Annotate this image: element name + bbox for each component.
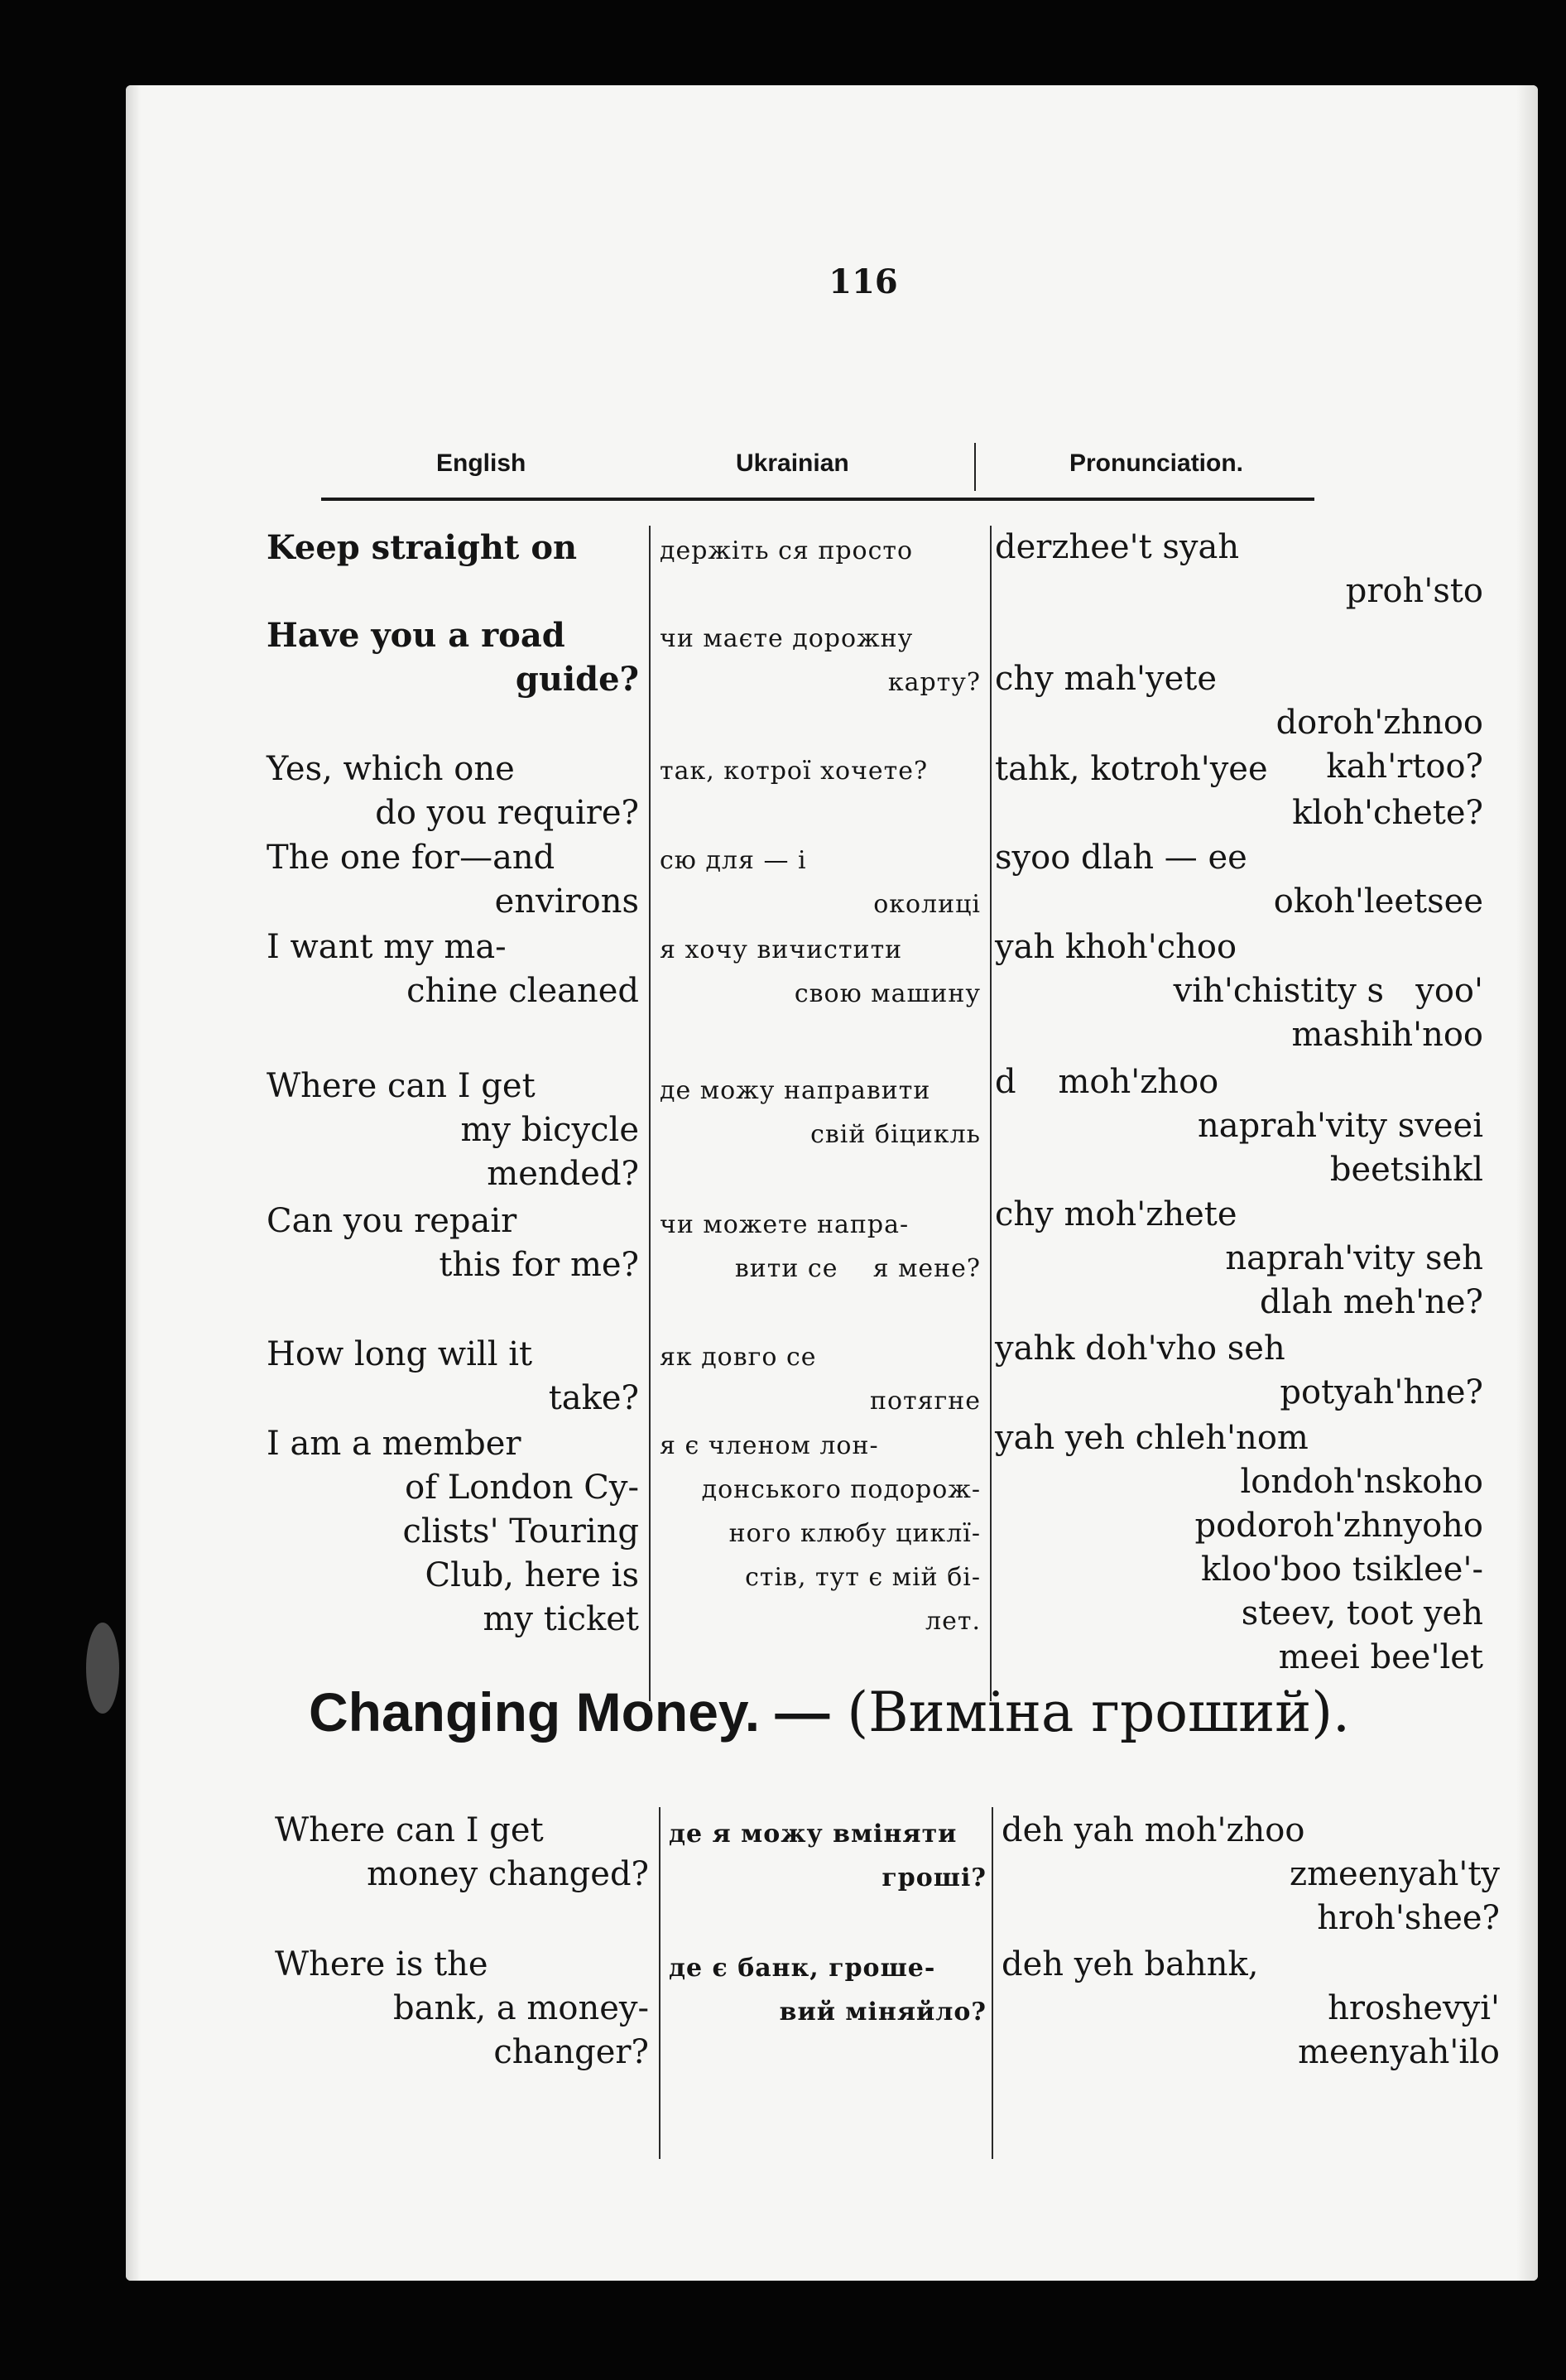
section-title-english: Changing Money. — <box>308 1681 830 1743</box>
english-line: this for me? <box>439 1246 639 1284</box>
ukrainian-line: як довго се <box>660 1343 817 1372</box>
ukrainian-cell <box>660 1335 981 1423</box>
english-cell <box>267 1333 639 1421</box>
page-number: 116 <box>829 262 898 301</box>
pronunciation-line: yah khoh'choo <box>995 928 1237 966</box>
english-cell <box>275 1809 649 1897</box>
ukrainian-line: вити се я мене? <box>734 1254 981 1283</box>
english-line: Club, here is <box>425 1556 639 1594</box>
ukrainian-line: донського подорож- <box>701 1475 981 1504</box>
ukrainian-line: вий міняйло? <box>779 1998 987 2027</box>
english-cell <box>267 748 639 835</box>
pronunciation-line: okoh'leetsee <box>1273 882 1483 921</box>
pronunciation-cell <box>995 748 1483 835</box>
ukrainian-cell <box>660 617 981 704</box>
pronunciation-line: mashih'noo <box>1291 1016 1483 1054</box>
pronunciation-cell <box>995 1327 1483 1415</box>
english-line: Have you a road <box>267 616 565 655</box>
pronunciation-line: dlah meh'ne? <box>1260 1283 1483 1321</box>
header-rule <box>321 498 1314 501</box>
column-divider-2 <box>992 1807 993 2159</box>
pronunciation-line: londoh'nskoho <box>1240 1463 1483 1501</box>
scan-smudge <box>86 1623 119 1714</box>
english-line: changer? <box>493 2033 649 2071</box>
ukrainian-line: так, котрої хочете? <box>660 757 929 786</box>
english-line: money changed? <box>367 1855 649 1893</box>
pronunciation-cell <box>995 926 1483 1057</box>
ukrainian-line: де є банк, гроше- <box>669 1954 936 1983</box>
english-line: Where can I get <box>267 1067 536 1105</box>
pronunciation-line: beetsihkl <box>1329 1151 1483 1189</box>
pronunciation-line: doroh'zhnoo <box>1275 704 1483 742</box>
pronunciation-line: naprah'vity sveei <box>1198 1107 1483 1145</box>
pronunciation-line: hroshevyi' <box>1328 1989 1500 2027</box>
ukrainian-cell <box>660 928 981 1016</box>
ukrainian-line: ного клюбу циклї- <box>728 1519 981 1548</box>
pronunciation-line: naprah'vity seh <box>1225 1239 1483 1277</box>
english-cell <box>275 1943 649 2075</box>
english-line: I am a member <box>267 1425 521 1463</box>
column-divider-2 <box>990 526 992 1701</box>
pronunciation-line: vih'chistity s yoo' <box>1173 972 1483 1010</box>
english-cell <box>267 836 639 924</box>
pronunciation-line: yahk doh'vho seh <box>995 1329 1285 1368</box>
pronunciation-line: deh yah moh'zhoo <box>1002 1811 1305 1849</box>
english-line: Where is the <box>275 1945 488 1983</box>
pronunciation-line: potyah'hne? <box>1280 1373 1483 1411</box>
ukrainian-line: околиці <box>873 890 981 919</box>
section-title <box>250 1671 1409 1754</box>
english-line: I want my ma- <box>267 928 507 966</box>
pronunciation-line: derzhee't syah <box>995 528 1240 566</box>
pronunciation-line: kloo'boo tsiklee'- <box>1201 1551 1483 1589</box>
pronunciation-cell <box>995 1060 1483 1192</box>
ukrainian-cell <box>660 1424 981 1643</box>
english-line: environs <box>494 882 639 921</box>
english-line: of London Cy- <box>405 1469 639 1507</box>
english-cell <box>267 1065 639 1196</box>
ukrainian-cell <box>660 1203 981 1291</box>
pronunciation-cell <box>995 836 1483 924</box>
pronunciation-line: tahk, kotroh'yee <box>995 750 1268 788</box>
pronunciation-line: syoo dlah — ee <box>995 839 1247 877</box>
column-divider-1 <box>659 1807 661 2159</box>
english-line: Yes, which one <box>267 750 515 788</box>
english-cell <box>267 1200 639 1287</box>
english-line: take? <box>548 1379 639 1417</box>
pronunciation-line: hroh'shee? <box>1317 1899 1500 1937</box>
english-line: mended? <box>487 1155 639 1193</box>
english-line: do you require? <box>375 794 639 832</box>
column-divider-1 <box>649 526 651 1701</box>
english-line: Keep straight on <box>267 528 578 567</box>
ukrainian-line: де можу направити <box>660 1076 931 1105</box>
english-line: my ticket <box>483 1600 639 1638</box>
english-line: Can you repair <box>267 1202 517 1240</box>
pronunciation-line: chy moh'zhete <box>995 1195 1237 1233</box>
pronunciation-line: kloh'chete? <box>1292 794 1483 832</box>
pronunciation-line: d moh'zhoo <box>995 1063 1219 1101</box>
pronunciation-line: kah'rtoo? <box>1326 748 1483 786</box>
pronunciation-line: steev, toot yeh <box>1241 1594 1483 1632</box>
header-english: English <box>436 450 526 477</box>
english-line: my bicycle <box>460 1111 639 1149</box>
ukrainian-line: карту? <box>887 668 981 697</box>
english-line: clists' Touring <box>402 1512 639 1551</box>
pronunciation-cell <box>1002 1943 1500 2075</box>
pronunciation-line: podoroh'zhnyoho <box>1194 1507 1483 1545</box>
english-line: guide? <box>515 660 639 699</box>
english-cell <box>267 526 639 570</box>
pronunciation-line: deh yeh bahnk, <box>1002 1945 1259 1983</box>
english-cell <box>267 1422 639 1642</box>
ukrainian-line: гроші? <box>881 1863 987 1892</box>
ukrainian-line: я хочу вичистити <box>660 935 903 964</box>
english-cell <box>267 613 639 701</box>
page-edge-shadow <box>1516 85 1538 2281</box>
pronunciation-line: chy mah'yete <box>995 660 1218 698</box>
ukrainian-line: лет. <box>925 1607 981 1636</box>
ukrainian-cell <box>669 1812 987 1900</box>
header-pronunciation: Pronunciation. <box>1069 450 1243 477</box>
header-ukrainian: Ukrainian <box>736 450 849 477</box>
ukrainian-line: держіть ся просто <box>660 536 914 565</box>
ukrainian-line: чи маєте дорожну <box>660 624 914 653</box>
pronunciation-cell <box>1002 1809 1500 1940</box>
ukrainian-cell <box>660 749 981 793</box>
pronunciation-line: proh'sto <box>1345 572 1483 610</box>
ukrainian-line: свою машину <box>794 979 981 1008</box>
header-divider <box>974 443 976 491</box>
english-line: chine cleaned <box>406 972 639 1010</box>
ukrainian-line: свій біцикль <box>810 1120 981 1149</box>
section-title-ukrainian: (Виміна гроший). <box>847 1680 1351 1744</box>
english-line: bank, a money- <box>392 1989 649 2027</box>
ukrainian-line: де я можу вміняти <box>669 1820 958 1849</box>
book-page <box>126 85 1538 2281</box>
english-cell <box>267 926 639 1013</box>
pronunciation-cell <box>995 1193 1483 1325</box>
ukrainian-line: сю для — і <box>660 846 807 875</box>
ukrainian-line: чи можете напра- <box>660 1210 910 1239</box>
pronunciation-line: yah yeh chleh'nom <box>995 1419 1309 1457</box>
pronunciation-line: zmeenyah'ty <box>1290 1855 1500 1893</box>
english-line: Where can I get <box>275 1811 544 1849</box>
ukrainian-cell <box>660 1069 981 1156</box>
ukrainian-line: стів, тут є мій бі- <box>745 1563 981 1592</box>
ukrainian-cell <box>660 529 981 573</box>
english-line: The one for—and <box>267 839 555 877</box>
english-line: How long will it <box>267 1335 533 1373</box>
pronunciation-line: meenyah'ilo <box>1298 2033 1500 2071</box>
ukrainian-line: потягне <box>869 1387 981 1416</box>
ukrainian-cell <box>660 839 981 926</box>
ukrainian-line: я є членом лон- <box>660 1431 879 1460</box>
pronunciation-cell <box>995 526 1483 613</box>
pronunciation-cell <box>995 1416 1483 1680</box>
pronunciation-line: meei bee'let <box>1278 1638 1483 1676</box>
ukrainian-cell <box>669 1946 987 2034</box>
